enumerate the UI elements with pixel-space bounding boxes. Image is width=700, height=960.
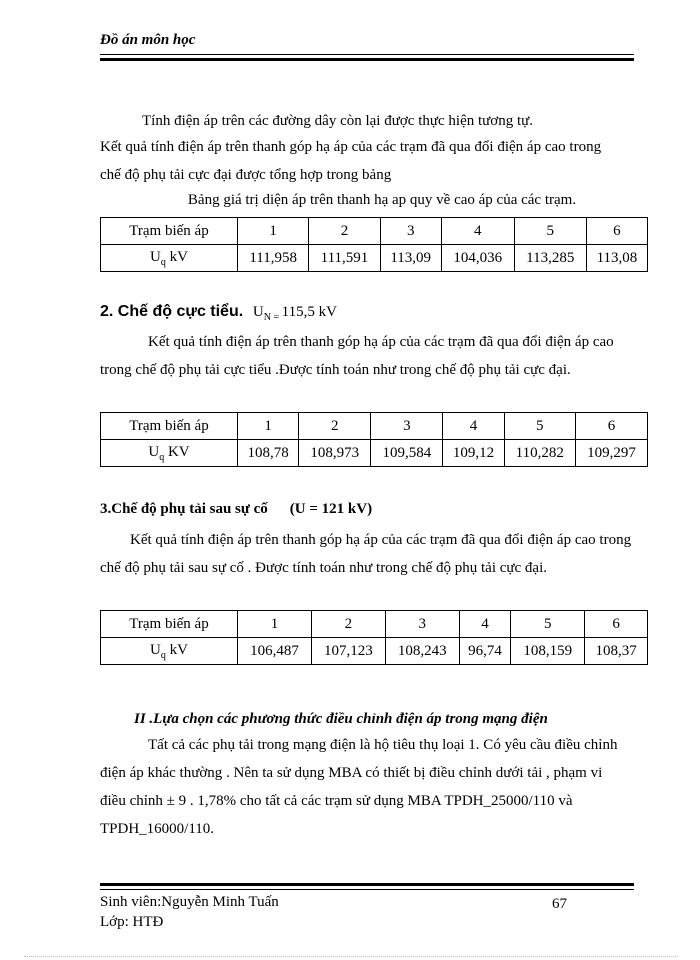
table-header-row	[101, 611, 648, 638]
table1-caption: Bảng giá trị diện áp trên thanh hạ ap quy về cao áp của các trạm.	[187, 192, 577, 208]
table-header-label: Trạm biến áp	[101, 413, 238, 440]
table-value: 106,487	[238, 638, 312, 665]
table-header-row	[101, 413, 648, 440]
table-value: 104,036	[441, 245, 514, 272]
table-value: 108,973	[299, 440, 371, 467]
table-value: 108,78	[238, 440, 299, 467]
table-station-6: 6	[586, 218, 647, 245]
section2-heading: 2. Chế độ cực tiểu. $U_{N =}$ 115,5 kV	[100, 303, 337, 323]
table-value: 108,37	[585, 638, 648, 665]
table-station-2: 2	[299, 413, 371, 440]
section3-paragraph: Kết quả tính điện áp trên thanh góp hạ áp của các trạm đã qua đổi điện áp cao trong chế độ phụ tải sau sự cố . Được tính toán như trong chế độ phụ tải cực đại.	[100, 532, 632, 576]
table-station-4: 4	[459, 611, 511, 638]
table-value-row	[101, 440, 648, 467]
table-station-2: 2	[309, 218, 380, 245]
table-value: 109,12	[443, 440, 504, 467]
table-value: 113,285	[514, 245, 586, 272]
table-row-label: $U_q$ kV	[101, 245, 238, 272]
table-min-load	[100, 412, 648, 467]
sectionII-paragraph: Tất cả các phụ tải trong mạng điện là hộ tiêu thụ loại 1. Có yêu cầu điều chỉnh điện áp khác thường . Nên ta sử dụng MBA có thiết bị điều chỉnh dưới tải , phạm vi điều chỉnh ± 9 . 1,78% cho tất cả các trạm sử dụng MBA TPDH_25000/110 và TPDH_16000/110.	[100, 737, 618, 837]
table-value: 111,958	[238, 245, 309, 272]
header-rule-thick	[100, 58, 634, 61]
table-station-5: 5	[511, 611, 585, 638]
table-value: 108,243	[385, 638, 459, 665]
footer-rule-thin	[100, 889, 634, 890]
table-value: 108,159	[511, 638, 585, 665]
table-station-4: 4	[441, 218, 514, 245]
table-station-6: 6	[575, 413, 647, 440]
table-row-label: $U_q$ kV	[101, 638, 238, 665]
table-value: 113,09	[380, 245, 441, 272]
table-station-6: 6	[585, 611, 648, 638]
table-station-4: 4	[443, 413, 504, 440]
header-rule-thin	[100, 54, 634, 55]
footer-student: Sinh viên:Nguyễn Minh Tuấn	[100, 894, 279, 910]
table-station-5: 5	[514, 218, 586, 245]
table-station-5: 5	[504, 413, 575, 440]
table-station-1: 1	[238, 218, 309, 245]
table-value-row	[101, 245, 648, 272]
table-value: 113,08	[586, 245, 647, 272]
table-value-row	[101, 638, 648, 665]
table-post-fault	[100, 610, 648, 665]
section2-paragraph: Kết quả tính điện áp trên thanh góp hạ áp của các trạm đã qua đổi điện áp cao trong chế độ phụ tải cực tiểu .Được tính toán như trong chế độ phụ tải cực đại.	[100, 334, 614, 378]
table-value: 96,74	[459, 638, 511, 665]
intro-paragraph: Kết quả tính điện áp trên thanh góp hạ áp của các trạm đã qua đổi điện áp cao trong chế độ phụ tải cực đại được tổng hợp trong bảng	[100, 139, 602, 183]
table-station-3: 3	[385, 611, 459, 638]
table-header-label: Trạm biến áp	[101, 611, 238, 638]
table-value: 111,591	[309, 245, 380, 272]
intro-line-1: Tính điện áp trên các đường dây còn lại được thực hiện tương tự.	[142, 113, 534, 129]
header-title: Đồ án môn học	[100, 32, 196, 48]
table-row-label: $U_q$ KV	[101, 440, 238, 467]
table-value: 107,123	[311, 638, 385, 665]
section3-heading: 3.Chế độ phụ tải sau sự cố (U = 121 kV)	[100, 501, 373, 517]
table-header-row	[101, 218, 648, 245]
table-max-load	[100, 217, 648, 272]
table-station-3: 3	[371, 413, 443, 440]
table-value: 109,584	[371, 440, 443, 467]
table-value: 110,282	[504, 440, 575, 467]
page-bottom-divider	[24, 956, 676, 957]
table-value: 109,297	[575, 440, 647, 467]
footer-rule-thick	[100, 883, 634, 886]
footer-page-number: 67	[552, 896, 567, 912]
table-station-1: 1	[238, 611, 312, 638]
table-station-1: 1	[238, 413, 299, 440]
table-station-3: 3	[380, 218, 441, 245]
sectionII-heading: II .Lựa chọn các phương thức điều chỉnh điện áp trong mạng điện	[134, 711, 548, 727]
footer-class: Lớp: HTĐ	[100, 914, 164, 930]
table-station-2: 2	[311, 611, 385, 638]
table-header-label: Trạm biến áp	[101, 218, 238, 245]
